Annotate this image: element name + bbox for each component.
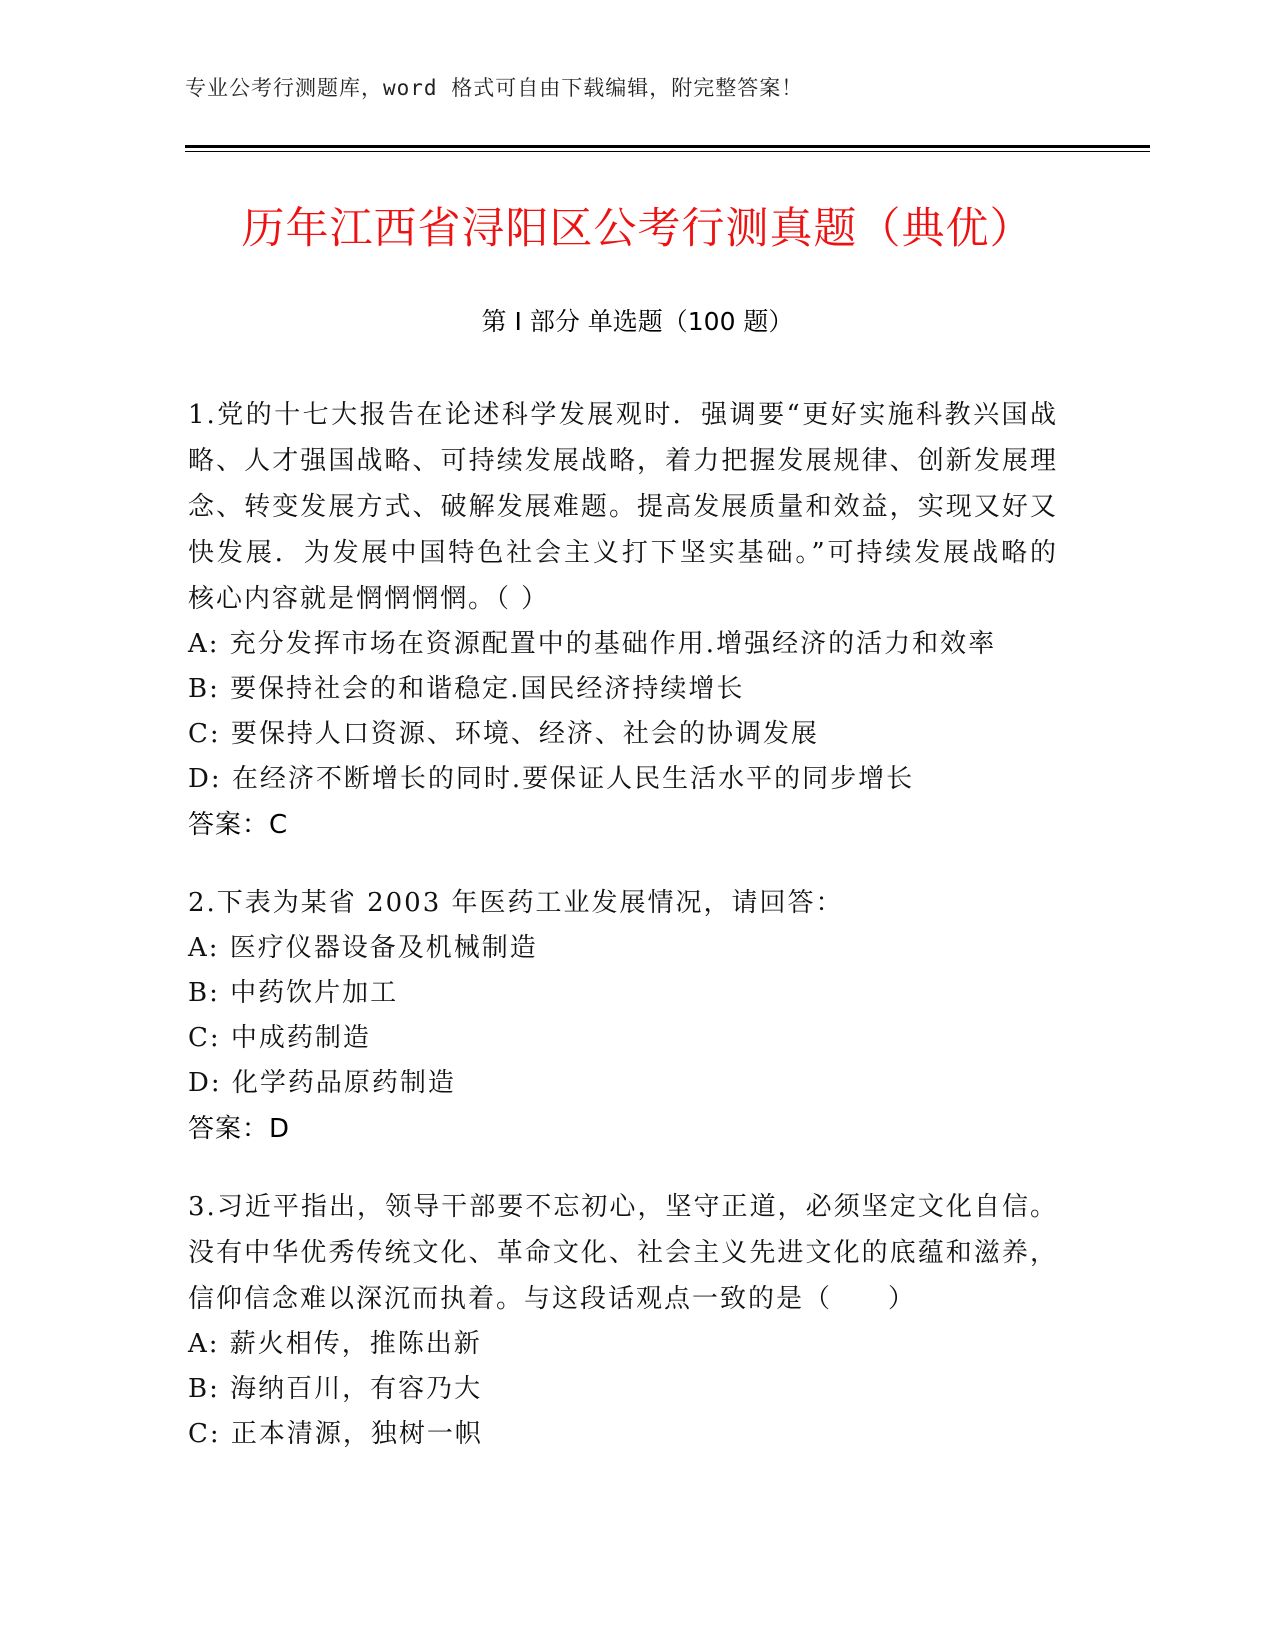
answer: 答案：C [188,810,289,840]
question-item [188,1184,1058,1457]
question-item [188,392,1058,848]
question-stem: 3.习近平指出，领导干部要不忘初心，坚守正道，必须坚定文化自信。没有中华优秀传统文化、革命文化、社会主义先进文化的底蕴和滋养，信仰信念难以深沉而执着。与这段话观点一致的是（ ） [188,1192,1058,1314]
option-c: C: 要保持人口资源、环境、经济、社会的协调发展 [188,719,819,749]
answer: 答案：D [188,1114,291,1144]
header-rule-thick [185,145,1150,148]
header-rule-thin [185,151,1150,152]
question-stem: 1.党的十七大报告在论述科学发展观时．强调要“更好实施科教兴国战略、人才强国战略、可持续发展战略，着力把握发展规律、创新发展理念、转变发展方式、破解发展难题。提高发展质量和效益，实现又好又快发展．为发展中国特色社会主义打下坚实基础。”可持续发展战略的核心内容就是惘惘惘惘。（ ） [188,400,1058,614]
question-list [188,392,1058,1489]
question-item [188,880,1058,1152]
option-b: B: 要保持社会的和谐稳定.国民经济持续增长 [188,674,745,704]
option-b: B: 海纳百川，有容乃大 [188,1374,483,1404]
option-a: A: 充分发挥市场在资源配置中的基础作用.增强经济的活力和效率 [188,629,997,659]
option-b: B: 中药饮片加工 [188,978,399,1008]
document-title: 历年江西省浔阳区公考行测真题（典优） [241,204,1034,254]
option-c: C: 正本清源，独树一帜 [188,1419,483,1449]
section-title: 第 I 部分 单选题（100 题） [481,307,794,336]
option-c: C: 中成药制造 [188,1023,371,1053]
header-note: 专业公考行测题库，word 格式可自由下载编辑，附完整答案！ [185,76,804,100]
option-d: D: 化学药品原药制造 [188,1068,456,1098]
option-a: A: 医疗仪器设备及机械制造 [188,933,538,963]
option-d: D: 在经济不断增长的同时.要保证人民生活水平的同步增长 [188,764,915,794]
question-stem: 2.下表为某省 2003 年医药工业发展情况，请回答： [188,888,844,918]
option-a: A: 薪火相传，推陈出新 [188,1329,482,1359]
